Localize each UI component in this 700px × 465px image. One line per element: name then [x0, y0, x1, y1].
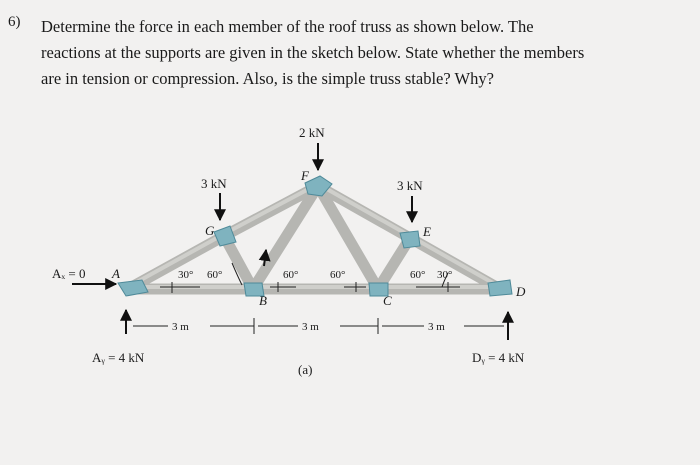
angle-label-60-C: 60°	[330, 269, 346, 281]
joint-E-plate	[400, 231, 420, 248]
question-number: 6)	[8, 14, 21, 30]
load-label-F: 2 kN	[299, 125, 325, 140]
node-label-F: F	[301, 168, 309, 183]
angle-label-60-right: 60°	[410, 269, 426, 281]
reaction-label-Dy: Dᵧ = 4 kN	[472, 350, 525, 365]
question-line-1: Determine the force in each member of the roof truss as shown below. The	[41, 17, 534, 36]
figure-caption: (a)	[298, 362, 313, 377]
load-label-E: 3 kN	[397, 178, 423, 193]
reaction-label-Ax: Aₓ = 0	[52, 266, 86, 281]
node-label-E: E	[423, 224, 431, 239]
node-label-B: B	[259, 293, 267, 308]
load-arrows	[72, 143, 508, 340]
angle-label-30-right: 30°	[437, 269, 453, 281]
dimension-label-3: 3 m	[428, 321, 445, 333]
node-label-C: C	[383, 293, 392, 308]
angle-label-60-left: 60°	[207, 269, 223, 281]
angle-label-60-B: 60°	[283, 269, 299, 281]
joint-D-plate	[488, 280, 512, 296]
node-label-A: A	[112, 266, 120, 281]
question-line-2: reactions at the supports are given in the sketch below. State whether the members	[41, 43, 585, 62]
angle-label-30-left: 30°	[178, 269, 194, 281]
question-line-3: are in tension or compression. Also, is the simple truss stable? Why?	[41, 69, 494, 88]
dimension-label-1: 3 m	[172, 321, 189, 333]
node-label-D: D	[516, 284, 526, 299]
load-label-G: 3 kN	[201, 176, 227, 191]
reaction-label-Ay: Aᵧ = 4 kN	[92, 350, 145, 365]
node-label-G: G	[205, 223, 215, 238]
dimension-label-2: 3 m	[302, 321, 319, 333]
